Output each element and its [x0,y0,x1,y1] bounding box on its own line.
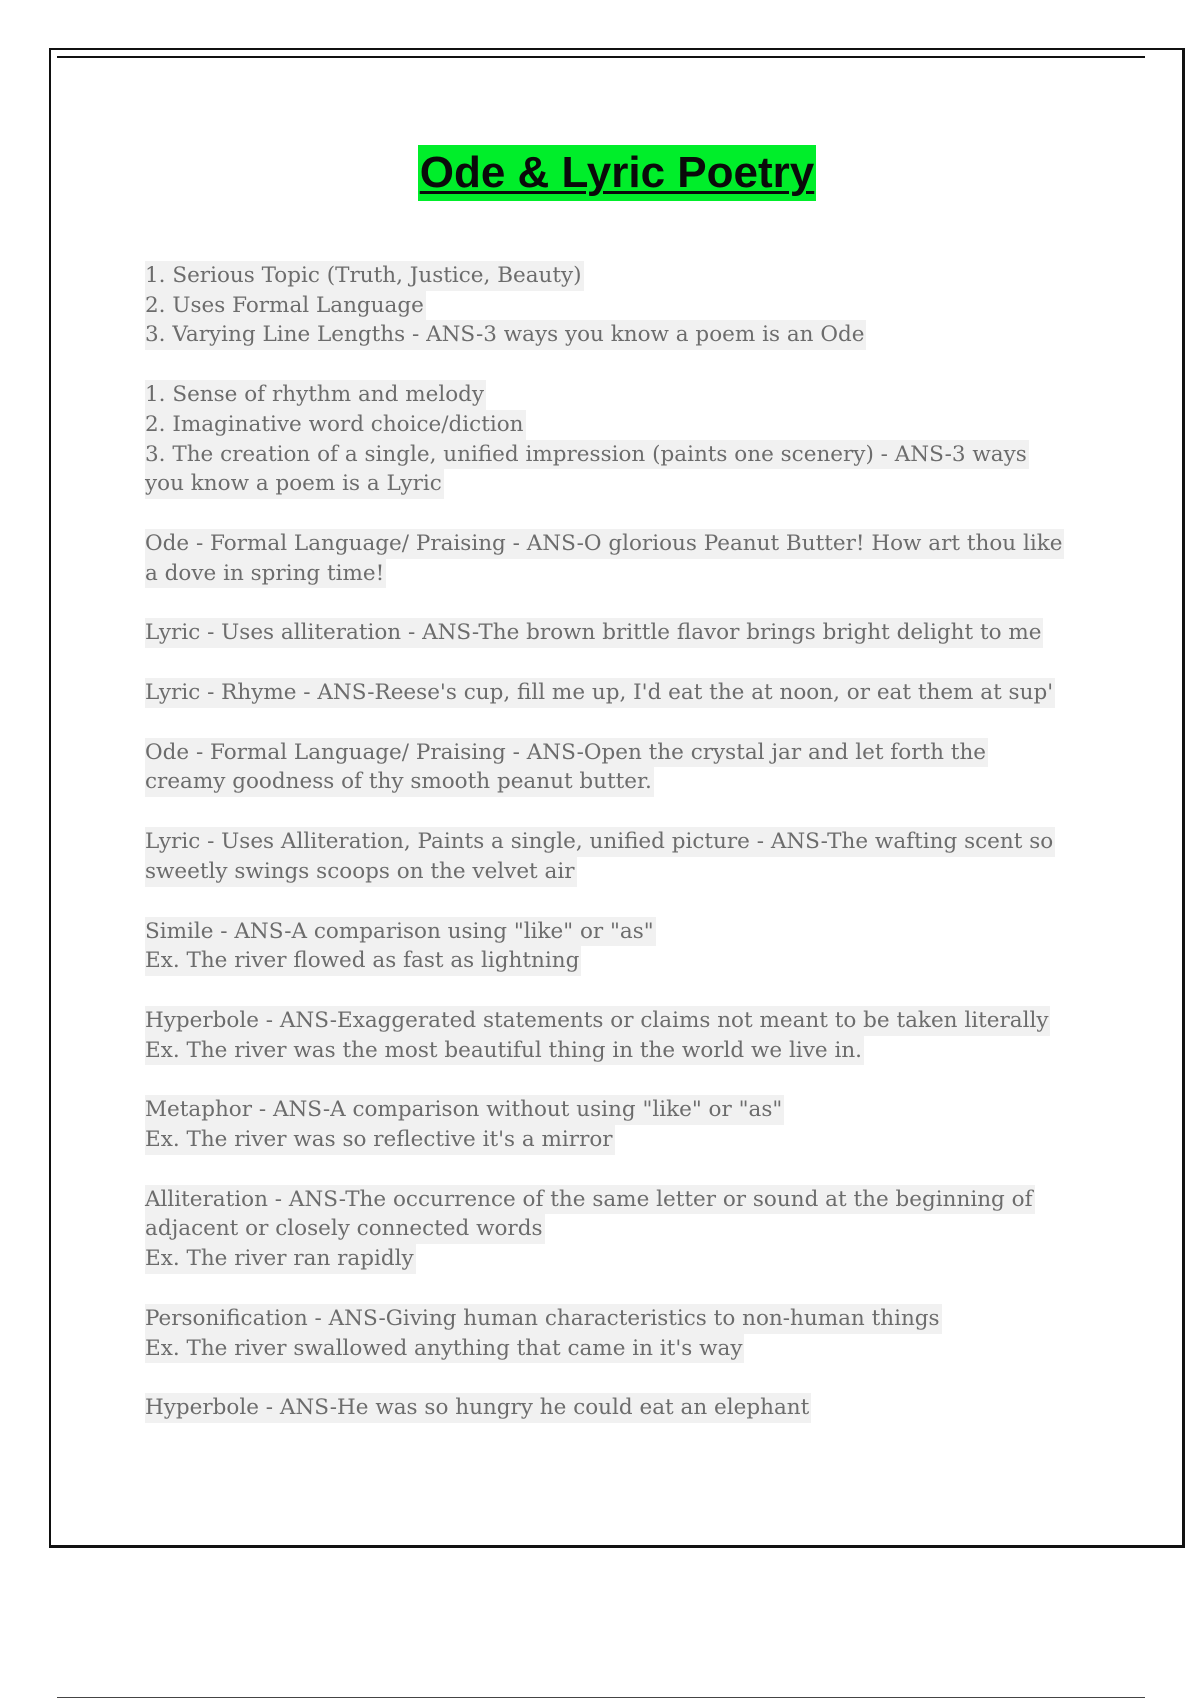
item-line: Ex. The river swallowed anything that came in it's way [145,1334,744,1364]
item-line: you know a poem is a Lyric [145,469,444,499]
item-line: 1. Serious Topic (Truth, Justice, Beauty) [145,261,584,291]
item-line: Lyric - Uses Alliteration, Paints a single, unified picture - ANS-The wafting scent so [145,827,1055,857]
qa-item [145,678,1100,708]
item-line: sweetly swings scoops on the velvet air [145,857,577,887]
item-line: a dove in spring time! [145,559,386,589]
item-line: 2. Imaginative word choice/diction [145,410,526,440]
qa-item [145,738,1100,797]
qa-item [145,261,1100,350]
item-line: Lyric - Uses alliteration - ANS-The brown brittle flavor brings bright delight to me [145,618,1043,648]
item-line: creamy goodness of thy smooth peanut butter. [145,767,654,797]
title-container [0,145,1200,201]
item-line: Alliteration - ANS-The occurrence of the same letter or sound at the beginning of [145,1185,1035,1215]
item-line: Hyperbole - ANS-Exaggerated statements or claims not meant to be taken literally [145,1006,1050,1036]
qa-item [145,1304,1100,1363]
qa-item [145,1006,1100,1065]
item-line: 1. Sense of rhythm and melody [145,380,486,410]
item-line: Simile - ANS-A comparison using "like" or "as" [145,917,656,947]
item-line: Hyperbole - ANS-He was so hungry he could eat an elephant [145,1393,811,1423]
footer-rule [57,1697,1145,1698]
item-line: Ex. The river flowed as fast as lightning [145,946,581,976]
qa-item [145,618,1100,648]
item-line: Metaphor - ANS-A comparison without using "like" or "as" [145,1095,784,1125]
item-line: Ode - Formal Language/ Praising - ANS-Open the crystal jar and let forth the [145,738,988,768]
item-line: adjacent or closely connected words [145,1214,545,1244]
item-line: 3. The creation of a single, unified impression (paints one scenery) - ANS-3 ways [145,440,1029,470]
qa-item [145,827,1100,886]
item-line: 3. Varying Line Lengths - ANS-3 ways you know a poem is an Ode [145,320,866,350]
item-line: Ode - Formal Language/ Praising - ANS-O glorious Peanut Butter! How art thou like [145,529,1064,559]
qa-item [145,917,1100,976]
document-title: Ode & Lyric Poetry [418,145,817,201]
item-line: Personification - ANS-Giving human characteristics to non-human things [145,1304,942,1334]
qa-item [145,1185,1100,1274]
item-line: Ex. The river was so reflective it's a mirror [145,1125,615,1155]
item-line: Ex. The river ran rapidly [145,1244,416,1274]
item-line: 2. Uses Formal Language [145,291,426,321]
item-line: Lyric - Rhyme - ANS-Reese's cup, fill me up, I'd eat the at noon, or eat them at sup' [145,678,1055,708]
qa-item [145,1393,1100,1423]
qa-item [145,529,1100,588]
qa-item [145,380,1100,499]
header-rule [57,56,1145,58]
item-line: Ex. The river was the most beautiful thing in the world we live in. [145,1036,864,1066]
document-body [145,261,1100,1453]
qa-item [145,1095,1100,1154]
